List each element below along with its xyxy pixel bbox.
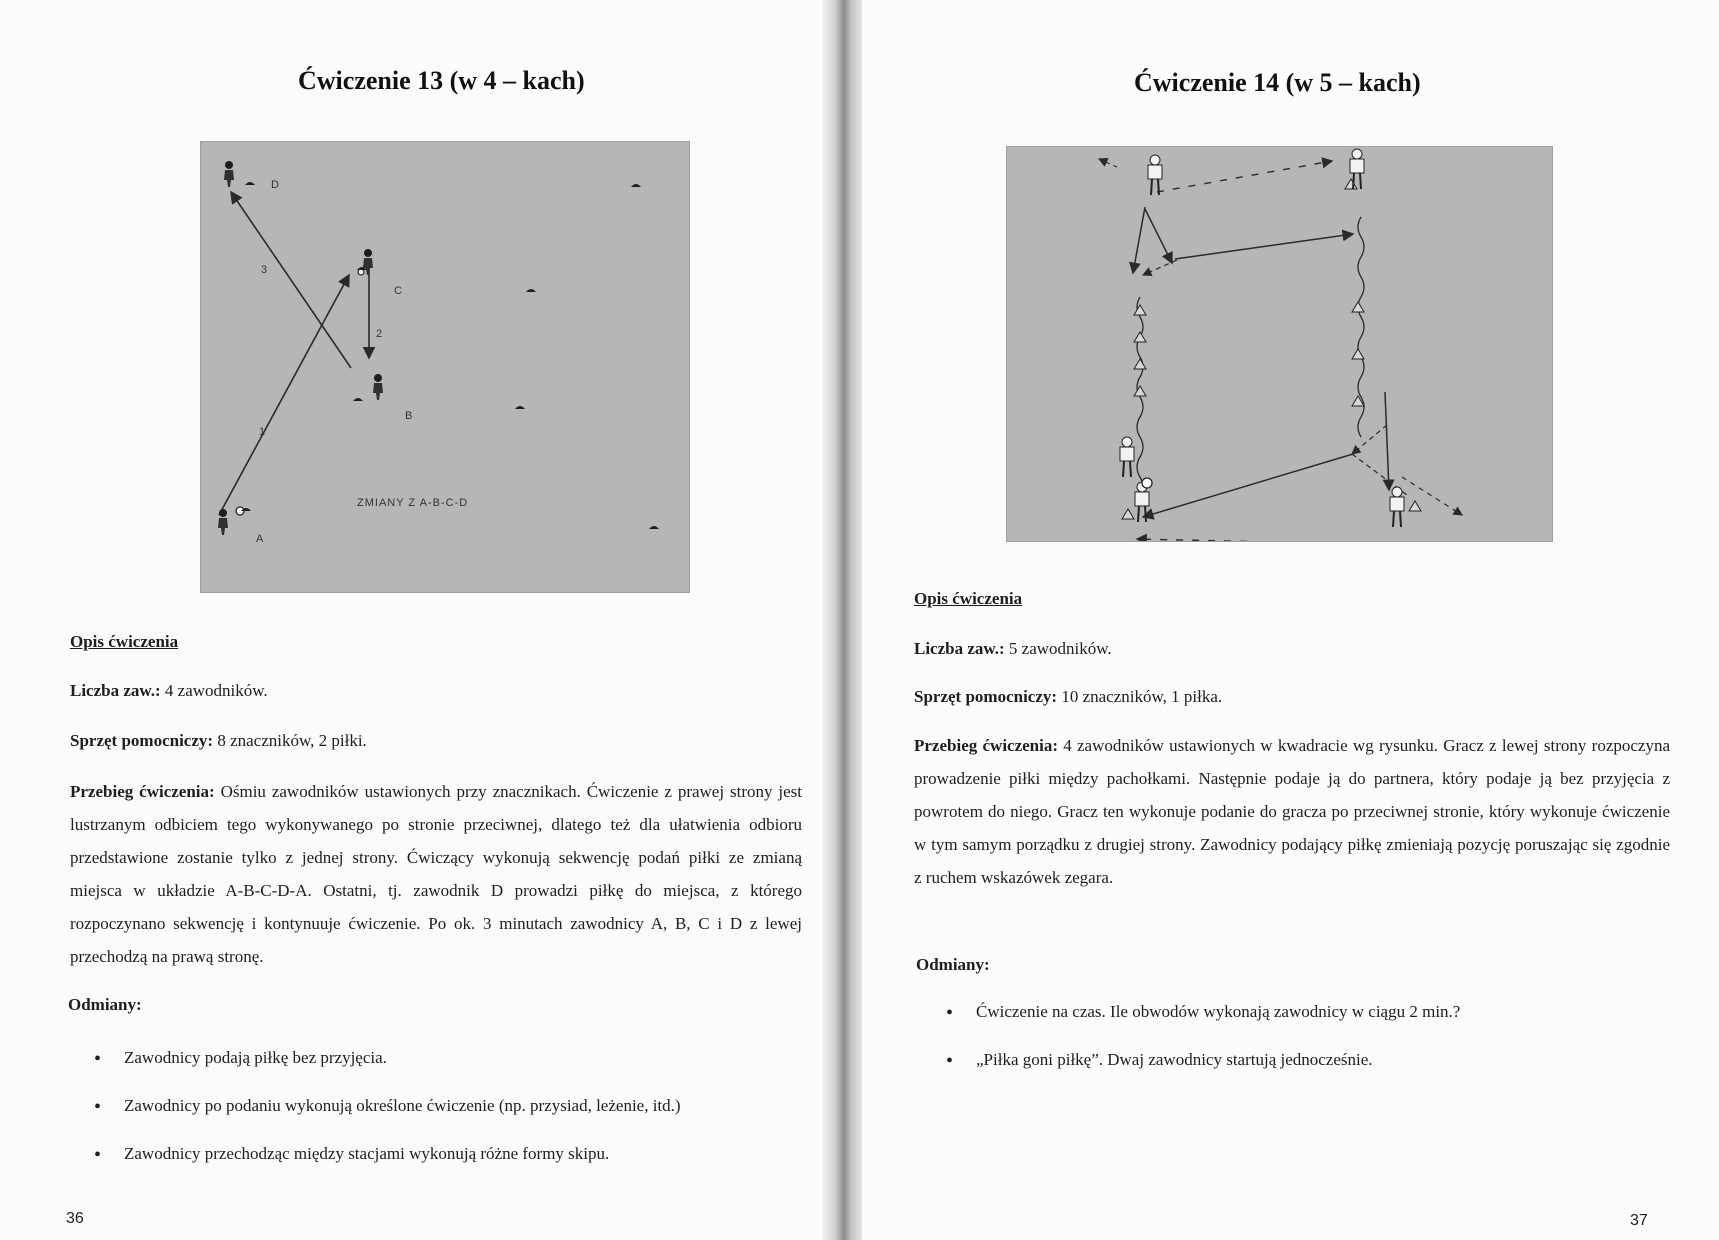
run-path-bottom [1137, 539, 1407, 541]
pass-1-arrow [219, 275, 349, 515]
long-pass-arrow [1143, 454, 1353, 517]
variants-list [94, 1048, 681, 1164]
book-spine [822, 0, 866, 1240]
cone-icon [1134, 359, 1146, 369]
dribble-path-left [1137, 297, 1143, 497]
ball-icon [1142, 478, 1152, 488]
page-number: 36 [66, 1210, 84, 1227]
course-text: Ośmiu zawodników ustawionych przy znacznikach. Ćwiczenie z prawej strony jest lustrzanym odbiciem tego wykonywanego po stronie przeciwnej, dlatego też dla ułatwienia odbioru przedstawione zostanie tylko z jednej strony. Ćwiczący wykonują sekwencję podań piłki ze zmianą miejsca w układzie A-B-C-D-A. Ostatni, tj. zawodnik D prowadzi piłkę do miejsca, z którego rozpoczynano sekwencję i kontynuuje ćwiczenie. Po ok. 3 minutach zawodnicy A, B, C i D z lewej przechodzą na prawą stronę. [70, 782, 802, 966]
equipment-value: 8 znaczników, 2 piłki. [217, 731, 367, 750]
cone-icon [1134, 386, 1146, 396]
players-count [70, 674, 810, 707]
players-count-label: Liczba zaw.: [914, 639, 1005, 658]
player-b-icon [373, 374, 383, 400]
pass-arrow [1385, 392, 1389, 490]
marker-cone-icon [526, 289, 536, 292]
equipment-label: Sprzęt pomocniczy: [914, 687, 1058, 706]
page-number: 37 [1630, 1212, 1648, 1229]
players-count-value: 5 zawodników. [1008, 639, 1112, 658]
player-d-icon [224, 161, 234, 187]
variants-heading: Odmiany: [916, 955, 990, 974]
player-icon [1390, 487, 1404, 527]
exercise-14-title: Ćwiczenie 14 (w 5 – kach) [1134, 68, 1421, 97]
marker-cone-icon [649, 526, 659, 529]
label-d: D [271, 179, 279, 191]
course-label: Przebieg ćwiczenia: [914, 736, 1059, 755]
equipment [914, 680, 1674, 713]
cone-icon [1409, 501, 1421, 511]
diagram-caption: ZMIANY Z A-B-C-D [357, 497, 469, 509]
variants-heading: Odmiany: [68, 995, 142, 1014]
exercise-14-field [1007, 147, 1552, 541]
label-b: B [405, 410, 413, 422]
exercise-13-field [201, 142, 689, 592]
description-heading: Opis ćwiczenia [914, 589, 1023, 608]
players-count-label: Liczba zaw.: [70, 681, 161, 700]
pass-3-arrow [231, 192, 351, 368]
cone-icon [1134, 332, 1146, 342]
player-icon [1120, 437, 1134, 477]
variant-item: • Zawodnicy po podaniu wykonują określone ćwiczenie (np. przysiad, leżenie, itd.) [94, 1096, 681, 1116]
run-path [1099, 159, 1117, 167]
run-path-top [1157, 161, 1332, 192]
right-page [862, 0, 1719, 1240]
variant-item: • Ćwiczenie na czas. Ile obwodów wykonają zawodnicy w ciągu 2 min.? [946, 1002, 1460, 1022]
marker-cone-icon [515, 406, 525, 409]
players-count [914, 632, 1674, 665]
marker-cone-icon [631, 184, 641, 187]
player-icon [1148, 155, 1162, 195]
variant-item: • Zawodnicy podają piłkę bez przyjęcia. [94, 1048, 681, 1068]
exercise-13-title: Ćwiczenie 13 (w 4 – kach) [298, 66, 585, 95]
long-pass-arrow [1175, 234, 1353, 259]
description-heading: Opis ćwiczenia [70, 632, 179, 651]
return-pass-arrow [1352, 425, 1387, 454]
course-paragraph [70, 775, 802, 973]
marker-cone-icon [245, 182, 255, 185]
variant-item: • „Piłka goni piłkę”. Dwaj zawodnicy startują jednocześnie. [946, 1050, 1460, 1070]
course-label: Przebieg ćwiczenia: [70, 782, 215, 801]
cone-icon [1134, 305, 1146, 315]
players-count-value: 4 zawodników. [164, 681, 268, 700]
variant-item: • Zawodnicy przechodząc między stacjami wykonują różne formy skipu. [94, 1144, 681, 1164]
label-a: A [256, 533, 264, 545]
variants-list [946, 1002, 1460, 1070]
exercise-13-diagram [200, 141, 690, 593]
pass-number-2: 2 [376, 328, 383, 340]
cone-icon [1352, 396, 1364, 406]
equipment-value: 10 znaczników, 1 piłka. [1061, 687, 1223, 706]
pass-arrow [1145, 209, 1172, 263]
pass-number-3: 3 [261, 264, 268, 276]
cone-icon [1345, 179, 1357, 189]
left-page [0, 0, 838, 1240]
player-a-icon [218, 509, 228, 535]
course-text: 4 zawodników ustawionych w kwadracie wg rysunku. Gracz z lewej strony rozpoczyna prowadzenie piłki między pachołkami. Następnie podaje ją do partnera, który podaje ją bez przyjęcia z powrotem do niego. Gracz ten wykonuje podanie do gracza po przeciwnej stronie, który wykonuje ćwiczenie w tym samym porządku z drugiej strony. Zawodnicy podający piłkę zmieniają pozycję poruszając się zgodnie z ruchem wskazówek zegara. [914, 736, 1670, 887]
course-paragraph [914, 729, 1670, 894]
label-c: C [394, 285, 402, 297]
player-c-icon [363, 249, 373, 275]
dribble-arrow [1133, 207, 1145, 273]
marker-cone-icon [353, 398, 363, 401]
cone-icon [1122, 509, 1134, 519]
cone-icon [1352, 349, 1364, 359]
cone-icon [1352, 302, 1364, 312]
pass-number-1: 1 [259, 426, 266, 438]
equipment-label: Sprzęt pomocniczy: [70, 731, 214, 750]
equipment [70, 724, 810, 757]
exercise-14-diagram [1006, 146, 1553, 542]
